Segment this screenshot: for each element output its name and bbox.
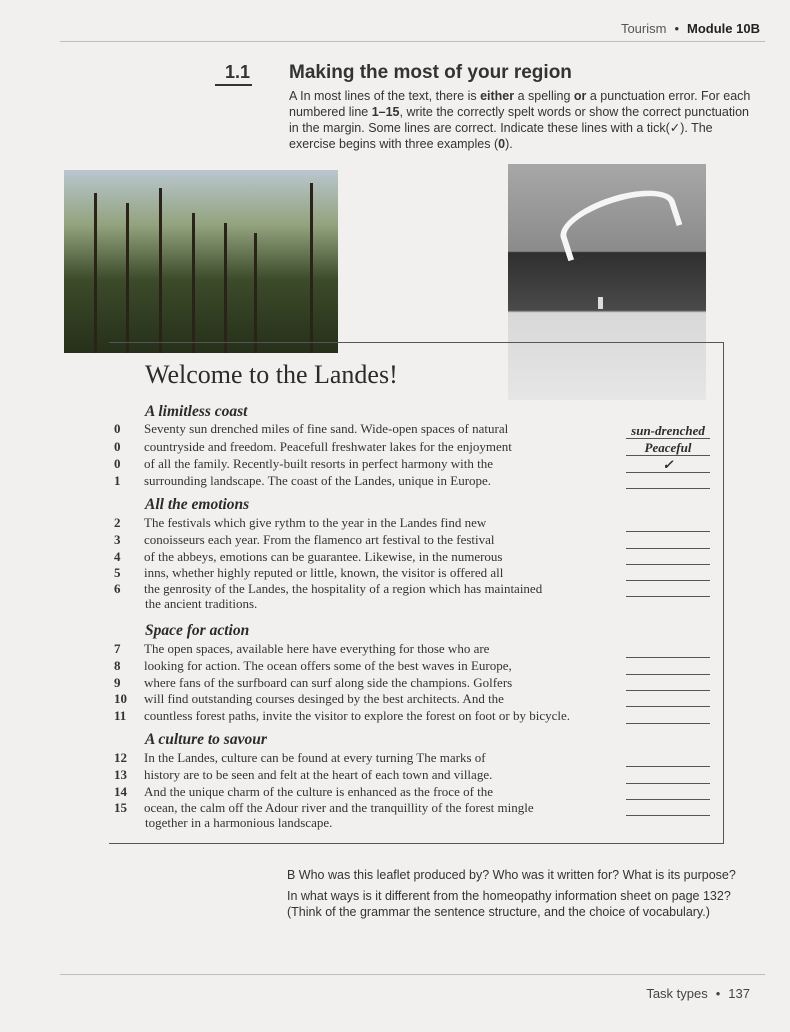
footer-label: Task types bbox=[646, 986, 708, 1001]
paraglider-kite bbox=[554, 179, 683, 262]
answer-line[interactable] bbox=[626, 582, 710, 597]
line-number: 4 bbox=[114, 549, 121, 564]
line-number: 8 bbox=[114, 658, 121, 673]
running-header bbox=[621, 21, 760, 36]
text-line bbox=[114, 421, 614, 437]
text-line bbox=[114, 549, 614, 565]
exercise-number: 1.1 bbox=[215, 62, 252, 86]
text-line bbox=[114, 581, 614, 597]
line-number: 12 bbox=[114, 750, 127, 765]
answer-line[interactable]: Peaceful bbox=[626, 441, 710, 456]
answer-line[interactable] bbox=[626, 660, 710, 675]
header-section: Tourism bbox=[620, 21, 667, 36]
header-bullet: • bbox=[674, 21, 680, 36]
answer-line[interactable] bbox=[626, 474, 710, 489]
header-rule bbox=[60, 41, 765, 42]
line-text: of all the family. Recently-built resorts in perfect harmony with the bbox=[144, 456, 493, 471]
exercise-instructions bbox=[289, 88, 754, 152]
text-line bbox=[114, 708, 614, 724]
paraglider-person bbox=[598, 297, 603, 309]
line-number: 2 bbox=[114, 515, 121, 530]
line-number: 3 bbox=[114, 532, 121, 547]
answer-line[interactable] bbox=[626, 517, 710, 532]
instr-zero: 0 bbox=[498, 137, 506, 151]
line-text: And the unique charm of the culture is enhanced as the froce of the bbox=[144, 784, 494, 799]
part-b-question-2: In what ways is it different from the homeopathy information sheet on page 132? (Think of the grammar the sentence structure, and the choice of vocabulary.) bbox=[287, 889, 731, 919]
line-text: Seventy sun drenched miles of fine sand. Wide-open spaces of natural bbox=[144, 421, 509, 436]
header-module: Module 10B bbox=[687, 21, 760, 36]
part-b-question-1: B Who was this leaflet produced by? Who was it written for? What is its purpose? bbox=[287, 868, 736, 882]
exercise-title: Making the most of your region bbox=[289, 62, 572, 83]
instr-part: a punctuation error. For each numbered line bbox=[289, 89, 751, 119]
line-text: the genrosity of the Landes, the hospitality of a region which has maintained bbox=[144, 581, 543, 596]
line-text: history are to be seen and felt at the heart of each town and village. bbox=[144, 767, 493, 782]
line-text: will find outstanding courses desinged by the best architects. And the bbox=[144, 691, 504, 706]
answer-line[interactable] bbox=[626, 785, 710, 800]
line-number: 15 bbox=[114, 800, 127, 815]
text-line bbox=[114, 750, 614, 766]
line-number: 0 bbox=[114, 421, 121, 436]
footer-rule bbox=[60, 974, 765, 975]
forest-photo bbox=[64, 170, 338, 353]
line-text: The festivals which give rythm to the year in the Landes find new bbox=[144, 515, 487, 530]
text-line bbox=[114, 641, 614, 657]
line-number: 7 bbox=[114, 641, 121, 656]
line-text: countless forest paths, invite the visitor to explore the forest on foot or by bicycle. bbox=[144, 708, 571, 723]
answer-line[interactable] bbox=[626, 801, 710, 816]
line-text: countryside and freedom. Peacefull freshwater lakes for the enjoyment bbox=[144, 439, 512, 454]
line-number: 14 bbox=[114, 784, 127, 799]
line-number: 0 bbox=[114, 456, 121, 471]
answer-line[interactable] bbox=[626, 769, 710, 784]
line-text: The open spaces, available here have everything for those who are bbox=[144, 641, 490, 656]
text-line bbox=[114, 675, 614, 691]
text-line bbox=[114, 784, 614, 800]
line-text: of the abbeys, emotions can be guarantee. Likewise, in the numerous bbox=[144, 549, 503, 564]
text-line bbox=[114, 532, 614, 548]
line-text: In the Landes, culture can be found at every turning The marks of bbox=[144, 750, 486, 765]
text-line bbox=[114, 439, 614, 455]
line-number: 0 bbox=[114, 439, 121, 454]
instr-part: a spelling bbox=[514, 89, 574, 103]
text-line bbox=[114, 658, 614, 674]
line-number: 9 bbox=[114, 675, 121, 690]
answer-line[interactable] bbox=[626, 752, 710, 767]
answer-line[interactable] bbox=[626, 692, 710, 707]
instr-part: A In most lines of the text, there is bbox=[289, 89, 481, 103]
answer-line[interactable] bbox=[626, 550, 710, 565]
line-number: 11 bbox=[114, 708, 127, 723]
line-text: looking for action. The ocean offers some of the best waves in Europe, bbox=[144, 658, 512, 673]
line-text: where fans of the surfboard can surf along side the champions. Golfers bbox=[144, 675, 513, 690]
answer-line[interactable] bbox=[626, 534, 710, 549]
text-line-continuation: the ancient traditions. bbox=[145, 596, 258, 611]
section-heading: A culture to savour bbox=[145, 731, 267, 748]
line-number: 6 bbox=[114, 581, 121, 596]
text-line bbox=[114, 691, 614, 707]
section-heading: All the emotions bbox=[145, 496, 250, 513]
text-line bbox=[114, 800, 614, 816]
line-text: inns, whether highly reputed or little, known, the visitor is offered all bbox=[144, 565, 504, 580]
answer-line[interactable] bbox=[626, 676, 710, 691]
text-line bbox=[114, 473, 614, 489]
answer-line[interactable]: sun-drenched bbox=[626, 424, 710, 439]
part-b-questions bbox=[287, 867, 767, 925]
section-heading: Space for action bbox=[145, 622, 250, 639]
answer-line[interactable] bbox=[626, 709, 710, 724]
page-number: 137 bbox=[728, 986, 750, 1001]
text-line bbox=[114, 456, 614, 472]
text-line bbox=[114, 565, 614, 581]
line-number: 13 bbox=[114, 767, 127, 782]
leaflet-title: Welcome to the Landes! bbox=[145, 360, 398, 389]
line-number: 5 bbox=[114, 565, 121, 580]
page-footer bbox=[646, 986, 750, 1001]
line-text: conoisseurs each year. From the flamenco art festival to the festival bbox=[144, 532, 495, 547]
section-heading: A limitless coast bbox=[145, 403, 248, 420]
line-number: 10 bbox=[114, 691, 127, 706]
text-line-continuation: together in a harmonious landscape. bbox=[145, 815, 333, 830]
instr-either: either bbox=[480, 89, 515, 103]
footer-bullet: • bbox=[715, 986, 721, 1001]
answer-line[interactable] bbox=[626, 643, 710, 658]
answer-line[interactable]: ✓ bbox=[626, 458, 710, 473]
instr-or: or bbox=[573, 89, 587, 103]
line-text: surrounding landscape. The coast of the Landes, unique in Europe. bbox=[144, 473, 492, 488]
instr-part: , write the correctly spelt words or show the correct punctuation in the margin. Some lines are correct. Indicate these lines with a tick(✓). The exercise begins with three examples ( bbox=[289, 105, 749, 151]
instr-range: 1–15 bbox=[371, 105, 400, 119]
line-number: 1 bbox=[114, 473, 121, 488]
text-line bbox=[114, 767, 614, 783]
answer-line[interactable] bbox=[626, 566, 710, 581]
instr-part: ). bbox=[505, 137, 513, 151]
text-line bbox=[114, 515, 614, 531]
line-text: ocean, the calm off the Adour river and the tranquillity of the forest mingle bbox=[144, 800, 534, 815]
